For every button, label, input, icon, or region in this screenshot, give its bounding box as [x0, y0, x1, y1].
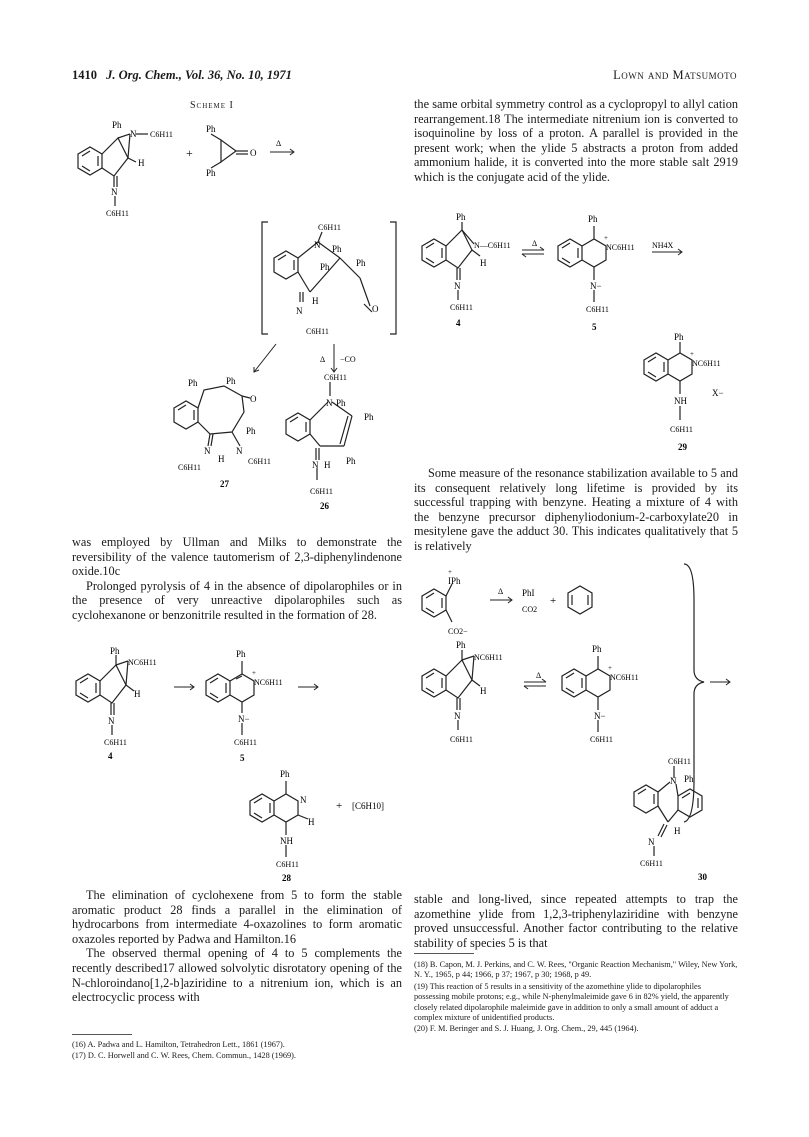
compound-number: 29 [678, 442, 687, 452]
footnote: (17) D. C. Horwell and C. W. Rees, Chem. Commun., 1428 (1969). [72, 1051, 296, 1061]
ph-label: Ph [588, 214, 598, 224]
compound-26-structure [280, 372, 400, 514]
c6h11-label: C6H11 [324, 373, 347, 382]
ph-label: Ph [206, 168, 216, 178]
running-header-authors: Lown and Matsumoto [613, 68, 737, 82]
paragraph: stable and long-lived, since repeated attempts to trap the azomethine ylide from 1,2,3-triphenylaziridine with benzyne proved unsuccessful. Another factor contributing to the relative stability of species 5 is that [414, 892, 738, 950]
iodobenzene-label: PhI [522, 588, 535, 598]
reaction-4-to-5 [66, 645, 396, 763]
n-c6h11-label: N—C6H11 [474, 241, 511, 250]
n-minus-label: N− [238, 714, 250, 724]
minus-co-label: −CO [340, 355, 356, 364]
h-label: H [308, 817, 315, 827]
nh-label: NH [674, 396, 687, 406]
footnote-rule [414, 953, 474, 954]
compound-number: 30 [698, 872, 707, 882]
ph-label: Ph [236, 649, 246, 659]
plus-sign: + [336, 800, 343, 812]
plus-charge: + [252, 669, 256, 677]
ph-label: Ph [332, 244, 342, 254]
n-label: N [314, 240, 321, 250]
compound-number: 28 [282, 873, 291, 883]
nh-label: NH [280, 836, 293, 846]
ph-label: Ph [280, 769, 290, 779]
delta-symbol: Δ [320, 355, 326, 364]
c6h11-label: C6H11 [276, 860, 299, 869]
n-minus-label: N− [590, 281, 602, 291]
h-label: H [674, 826, 681, 836]
ph-label: Ph [226, 376, 236, 386]
running-header-left [72, 68, 292, 83]
n-minus-label: N− [594, 711, 606, 721]
compound-number: 5 [592, 322, 597, 332]
reaction-arrow [174, 684, 194, 690]
c6h11-label: C6H11 [670, 425, 693, 434]
ph-label: Ph [336, 398, 346, 408]
left-text-block-2 [72, 888, 402, 1005]
footnotes-right [414, 960, 738, 1036]
o-label: O [250, 148, 257, 158]
n-label: N [111, 187, 118, 197]
ph-label: Ph [456, 212, 466, 222]
n-label: N [326, 398, 333, 408]
compound-number: 27 [220, 479, 229, 489]
benzyne-trapping-scheme [412, 560, 742, 890]
x-minus-label: X− [712, 388, 724, 398]
delta-symbol: Δ [498, 587, 504, 596]
nc6h11-label: NC6H11 [610, 673, 639, 682]
footnote: (18) B. Capon, M. J. Perkins, and C. W. Rees, "Organic Reaction Mechanism," Wiley, New York, N. Y., 1965, p 44; 1966, p 37; 1967, p 30; 1968, p 49. [414, 960, 738, 980]
h-label: H [218, 454, 225, 464]
plus-charge: + [604, 234, 608, 242]
nc6h11-label: NC6H11 [606, 243, 635, 252]
reaction-arrow [270, 149, 294, 155]
cyclohexene-label: [C6H10] [352, 801, 384, 811]
h-label: H [480, 686, 487, 696]
journal-citation: J. Org. Chem., Vol. 36, No. 10, 1971 [106, 68, 292, 82]
paragraph: the same orbital symmetry control as a cyclopropyl to allyl cation rearrangement.18 The intermediate nitrenium ion is converted to isoquinoline by loss of a proton. A parallel is provided in the present work; when the ylide 5 abstracts a proton from added ammonium halide, it is converted into the more stable salt 2919 which is the conjugate acid of the ylide. [414, 97, 738, 184]
reaction-arrow [710, 679, 730, 685]
scheme-label: Scheme I [190, 100, 234, 111]
plus-charge: + [608, 664, 612, 672]
left-text-block-1 [72, 535, 402, 623]
ph-label: Ph [674, 332, 684, 342]
c6h11-label: C6H11 [450, 303, 473, 312]
h-label: H [138, 158, 145, 168]
equilibrium-arrow [524, 679, 546, 689]
ph-label: Ph [684, 774, 694, 784]
n-label: N [648, 837, 655, 847]
n-label: N [670, 776, 677, 786]
compound-28-structure [236, 765, 406, 883]
c6h11-label: C6H11 [306, 327, 329, 336]
n-label: N [300, 795, 307, 805]
cyclopropenone-structure [211, 134, 248, 168]
right-text-block-3 [414, 892, 738, 950]
c6h11-label: C6H11 [586, 305, 609, 314]
nc6h11-label: NC6H11 [692, 359, 721, 368]
paragraph: The observed thermal opening of 4 to 5 complements the recently described17 allowed solvolytic disrotatory opening of the N-chloroindano[1,2-b]aziridine to a nitrenium ion, which is an electrocyclic process with [72, 946, 402, 1005]
nc6h11-label: NC6H11 [254, 678, 283, 687]
c6h11-label: C6H11 [668, 757, 691, 766]
footnote-rule [72, 1034, 132, 1035]
page-number: 1410 [72, 68, 97, 82]
reaction-4-5-ammonium [412, 210, 738, 460]
c6h11-label: C6H11 [590, 735, 613, 744]
ph-label: Ph [356, 258, 366, 268]
c6h11-label: C6H11 [104, 738, 127, 747]
h-label: H [312, 296, 319, 306]
ammonium-halide-label: NH4X [652, 241, 674, 250]
reaction-arrow [490, 597, 512, 603]
co2-label: CO2 [522, 605, 538, 614]
delta-symbol: Δ [536, 671, 542, 680]
footnote: (16) A. Padwa and L. Hamilton, Tetrahedron Lett., 1861 (1967). [72, 1040, 285, 1049]
n-label: N [204, 446, 211, 456]
ph-label: Ph [188, 378, 198, 388]
compound-number: 4 [456, 318, 461, 328]
h-label: H [480, 258, 487, 268]
delta-symbol: Δ [532, 239, 538, 248]
ph-label: Ph [112, 120, 122, 130]
footnote: (20) F. M. Beringer and S. J. Huang, J. Org. Chem., 29, 445 (1964). [414, 1024, 639, 1034]
carboxylate-label: CO2− [448, 627, 468, 636]
iph-label: IPh [448, 576, 461, 586]
c6h11-label: C6H11 [178, 463, 201, 472]
c6h11-label: C6H11 [106, 209, 129, 218]
o-label: O [372, 304, 379, 314]
plus-sign: + [550, 595, 557, 607]
compound-number: 5 [240, 753, 245, 763]
n-label: N [454, 281, 461, 291]
plus-charge: + [690, 350, 694, 358]
plus-sign: + [186, 146, 193, 160]
paragraph: was employed by Ullman and Milks to demonstrate the reversibility of the valence tautomerism of 2,3-diphenylindenone oxide.10c [72, 535, 402, 579]
ph-label: Ph [246, 426, 256, 436]
c6h11-label: C6H11 [450, 735, 473, 744]
n-label: N [108, 716, 115, 726]
h-label: H [134, 689, 141, 699]
plus-charge: + [448, 568, 452, 576]
n-label: N [454, 711, 461, 721]
compound-number: 26 [320, 501, 329, 511]
n-label: N [312, 460, 319, 470]
ph-label: Ph [110, 646, 120, 656]
footnotes-left [72, 1040, 402, 1063]
compound-27-structure [160, 372, 280, 502]
equilibrium-arrow [522, 247, 544, 257]
benzyne-structure [568, 586, 592, 614]
c6h11-label: C6H11 [234, 738, 257, 747]
compound-number: 4 [108, 751, 113, 761]
paragraph: Some measure of the resonance stabilization available to 5 and its consequent relatively long lifetime is provided by its successful trapping with benzyne. Heating a mixture of 4 with the benzyne precursor diphenyliodonium-2-carboxylate20 in mesitylene gave the adduct 30. This indicates qualitatively that 5 is relatively [414, 466, 738, 553]
n-label: N [296, 306, 303, 316]
ph-label: Ph [592, 644, 602, 654]
nc6h11-label: NC6H11 [128, 658, 157, 667]
ph-label: Ph [320, 262, 330, 272]
c6h11-label: C6H11 [310, 487, 333, 496]
right-text-block-2 [414, 466, 738, 554]
paragraph: Prolonged pyrolysis of 4 in the absence of dipolarophiles or in the presence of very unreactive dipolarophiles such as cyclohexanone or benzonitrile resulted in the formation of 28. [72, 578, 402, 622]
ph-label: Ph [456, 640, 466, 650]
n-label: N [236, 446, 243, 456]
ph-label: Ph [364, 412, 374, 422]
delta-symbol: Δ [276, 139, 282, 148]
o-label: O [250, 394, 257, 404]
c6h11-label: C6H11 [150, 130, 173, 139]
h-label: H [324, 460, 331, 470]
footnote: (19) This reaction of 5 results in a sensitivity of the azomethine ylide to dipolarophiles possessing mobile protons; e.g., while N-phenylmaleimide gave 6 in 82% yield, the apparently closely related dipolarophile maleimide gave in addition to only a small amount of adduct a complex mixture of unidentified products. [414, 981, 729, 1023]
paragraph: The elimination of cyclohexene from 5 to form the stable aromatic product 28 finds a parallel in the elimination of hydrocarbons from intermediate 4-oxazolines to form aromatic oxazoles reported by Padwa and Hamilton.16 [72, 888, 402, 946]
nc6h11-label: NC6H11 [474, 653, 503, 662]
bracketed-intermediate [260, 218, 400, 340]
ph-label: Ph [206, 124, 216, 134]
right-text-block-1 [414, 97, 738, 185]
scheme-top-row [66, 112, 316, 222]
c6h11-label: C6H11 [248, 457, 271, 466]
ph-label: Ph [346, 456, 356, 466]
reaction-arrow [298, 684, 318, 690]
c6h11-label: C6H11 [318, 223, 341, 232]
c6h11-label: C6H11 [640, 859, 663, 868]
n-label: N [130, 129, 137, 139]
